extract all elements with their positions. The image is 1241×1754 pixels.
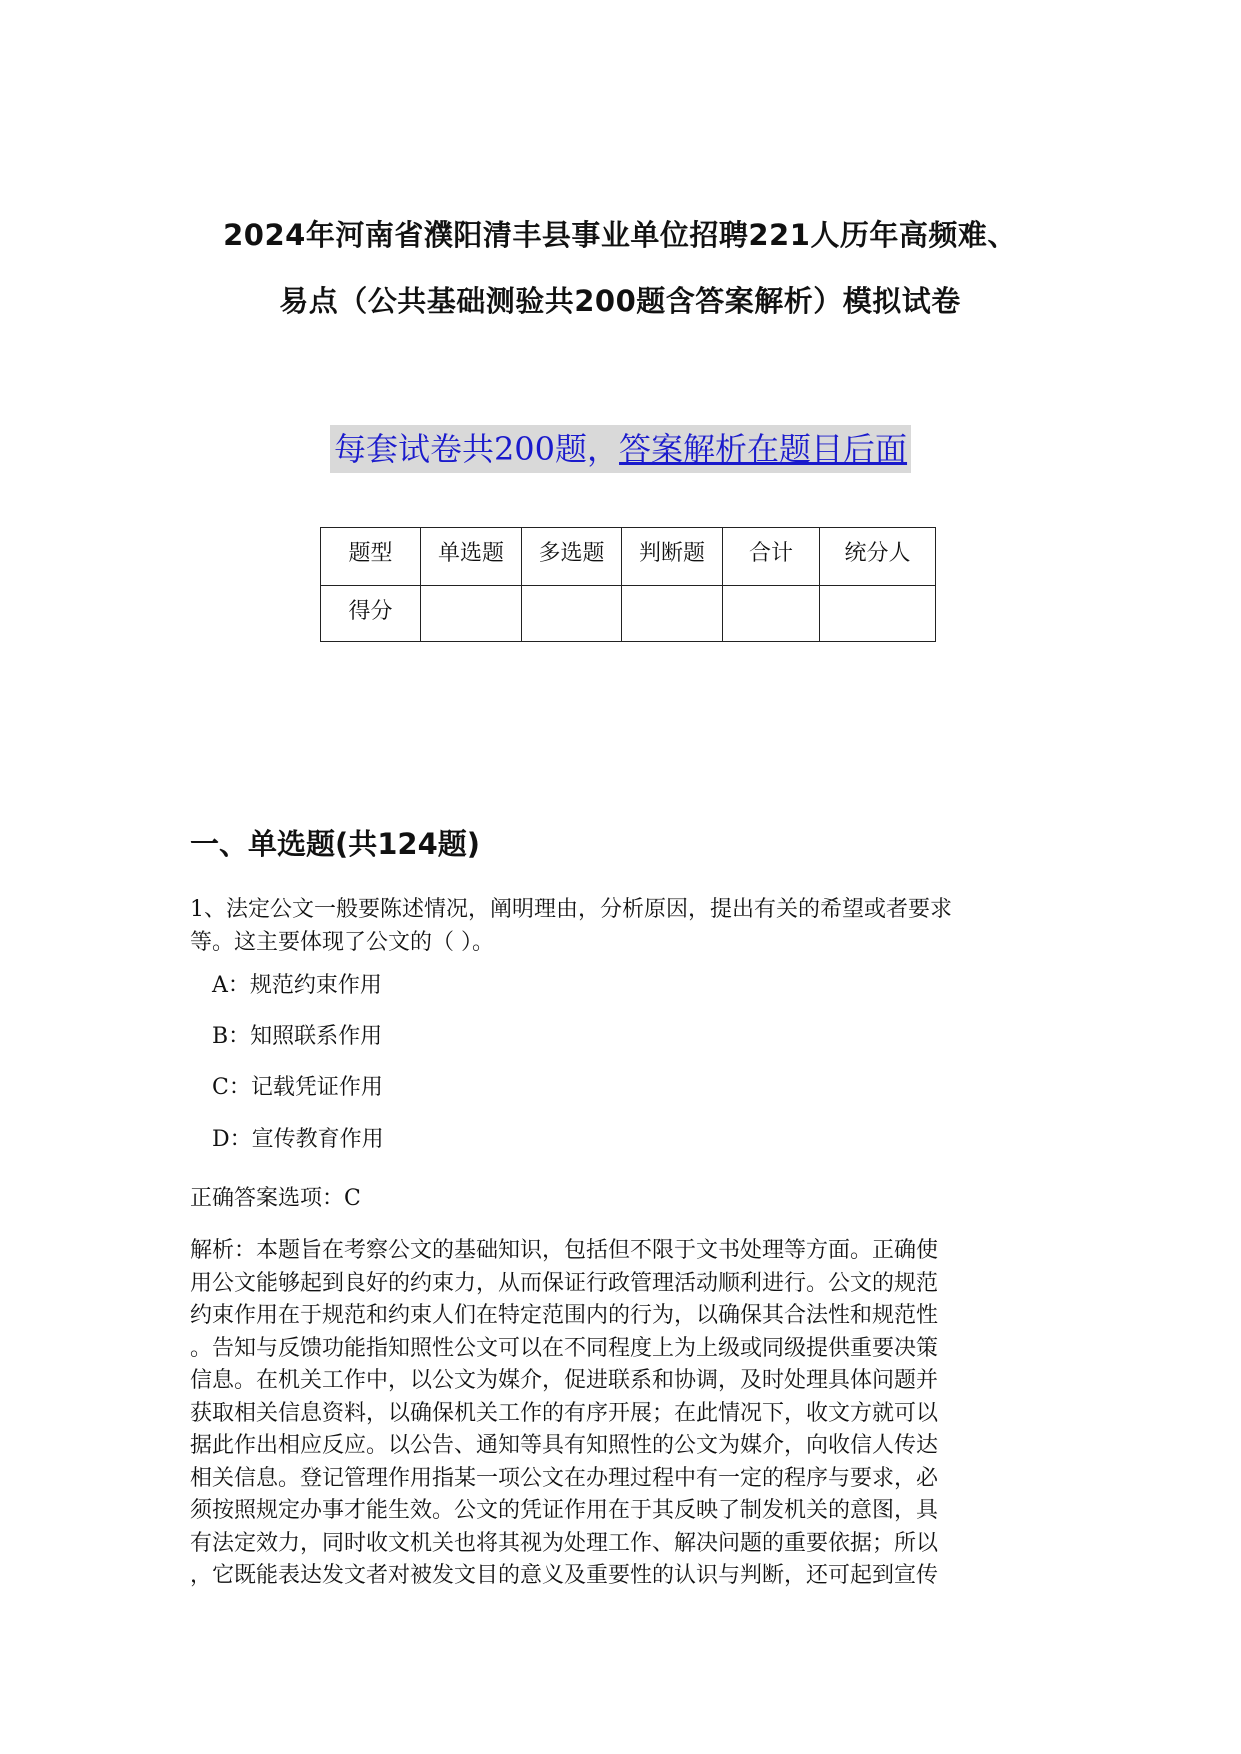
- score-cell-label: 得分: [321, 586, 421, 642]
- notice-banner: [330, 425, 911, 473]
- analysis-line: 约束作用在于规范和约束人们在特定范围内的行为，以确保其合法性和规范性: [190, 1303, 939, 1328]
- analysis-paragraph: [190, 1235, 1060, 1593]
- score-table: [320, 527, 936, 642]
- question-line-1: 1、法定公文一般要陈述情况，阐明理由，分析原因，提出有关的希望或者要求: [190, 897, 952, 922]
- option-c: C：记载凭证作用: [212, 1075, 383, 1100]
- analysis-line: 解析：本题旨在考察公文的基础知识，包括但不限于文书处理等方面。正确使: [190, 1238, 939, 1263]
- header-cell-single: 单选题: [421, 528, 522, 586]
- analysis-line: ，它既能表达发文者对被发文目的意义及重要性的认识与判断，还可起到宣传: [190, 1563, 939, 1588]
- option-d: D：宣传教育作用: [212, 1127, 384, 1152]
- header-cell-multiple: 多选题: [522, 528, 622, 586]
- section-heading: 一、单选题(共124题): [190, 827, 481, 861]
- header-cell-type: 题型: [321, 528, 421, 586]
- score-cell-judge[interactable]: [622, 586, 723, 642]
- analysis-line: 。告知与反馈功能指知照性公文可以在不同程度上为上级或同级提供重要决策: [190, 1335, 939, 1361]
- analysis-line: 有法定效力，同时收文机关也将其视为处理工作、解决问题的重要依据；所以: [190, 1530, 939, 1556]
- score-cell-total[interactable]: [723, 586, 820, 642]
- analysis-line: 相关信息。登记管理作用指某一项公文在办理过程中有一定的程序与要求，必: [190, 1465, 939, 1491]
- score-table-score-row: [321, 586, 936, 642]
- question-stem: [190, 893, 1060, 959]
- correct-answer: 正确答案选项：C: [190, 1186, 361, 1211]
- banner-link[interactable]: 答案解析在题目后面: [619, 430, 908, 468]
- analysis-line: 获取相关信息资料，以确保机关工作的有序开展；在此情况下，收文方就可以: [190, 1400, 939, 1426]
- document-title: [150, 202, 1090, 334]
- score-cell-scorer[interactable]: [820, 586, 936, 642]
- title-line-1: 2024年河南省濮阳清丰县事业单位招聘221人历年高频难、: [223, 218, 1017, 252]
- analysis-line: 信息。在机关工作中，以公文为媒介，促进联系和协调，及时处理具体问题并: [190, 1368, 939, 1393]
- banner-wrapper: [0, 425, 1241, 473]
- banner-text: 每套试卷共200题，: [333, 430, 620, 468]
- header-cell-judge: 判断题: [622, 528, 723, 586]
- header-cell-total: 合计: [723, 528, 820, 586]
- title-line-2: 易点（公共基础测验共200题含答案解析）模拟试卷: [279, 284, 961, 318]
- question-line-2: 等。这主要体现了公文的（ ）。: [190, 930, 494, 955]
- analysis-line: 须按照规定办事才能生效。公文的凭证作用在于其反映了制发机关的意图，具: [190, 1498, 939, 1523]
- header-cell-scorer: 统分人: [820, 528, 936, 586]
- analysis-line: 据此作出相应反应。以公告、通知等具有知照性的公文为媒介，向收信人传达: [190, 1433, 939, 1458]
- score-table-header-row: [321, 528, 936, 586]
- option-b: B：知照联系作用: [212, 1024, 383, 1049]
- option-a: A：规范约束作用: [212, 973, 382, 998]
- analysis-line: 用公文能够起到良好的约束力，从而保证行政管理活动顺利进行。公文的规范: [190, 1270, 939, 1296]
- score-cell-single[interactable]: [421, 586, 522, 642]
- score-cell-multiple[interactable]: [522, 586, 622, 642]
